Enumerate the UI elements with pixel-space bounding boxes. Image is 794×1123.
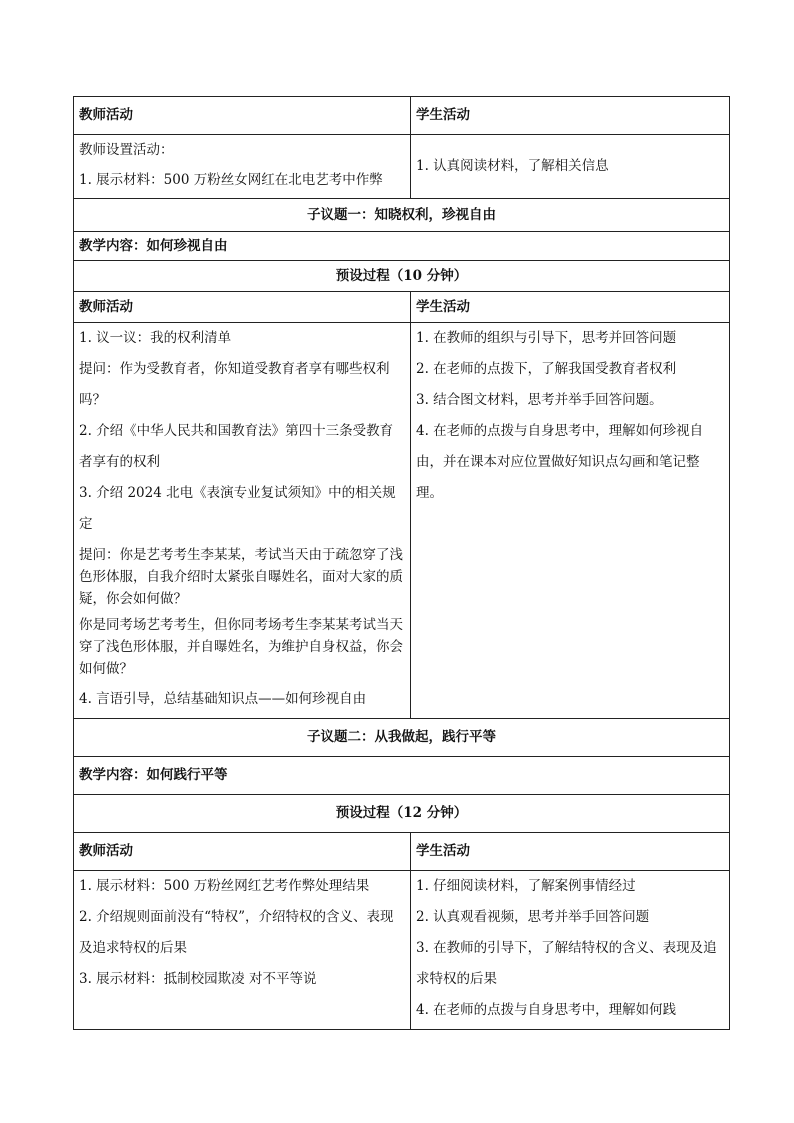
topic2-content: 教学内容：如何践行平等: [74, 757, 730, 795]
topic2-process: 预设过程（12 分钟）: [74, 795, 730, 833]
teacher-activity-header: 教师活动: [74, 292, 411, 323]
student-item: 2. 认真观看视频，思考并举手回答问题: [416, 909, 650, 925]
lesson-plan-table: [73, 96, 730, 1030]
topic1-student-cell: [411, 323, 730, 719]
teacher-item: 1. 议一议：我的权利清单: [79, 330, 232, 346]
topic1-teacher-cell: [74, 323, 411, 719]
teacher-item: 4. 言语引导，总结基础知识点——如何珍视自由: [79, 691, 367, 707]
topic2-process-row: [74, 795, 730, 833]
teacher-item: 提问：作为受教育者，你知道受教育者享有哪些权利吗？: [79, 361, 390, 408]
topic2-header-row: [74, 833, 730, 871]
topic1-process: 预设过程（10 分钟）: [74, 261, 730, 292]
student-item: 2. 在老师的点拨下，了解我国受教育者权利: [416, 361, 677, 377]
student-activity-header: 学生活动: [411, 833, 730, 871]
topic1-activity-row: [74, 323, 730, 719]
teacher-item: 2. 介绍《中华人民共和国教育法》第四十三条受教育者享有的权利: [79, 423, 394, 470]
intro-row: [74, 135, 730, 199]
teacher-item: 提问：你是艺考考生李某某，考试当天由于疏忽穿了浅色形体服，自我介绍时太紧张自曝姓名，面对大家的质疑，你会如何做？: [79, 547, 403, 607]
teacher-item: 3. 展示材料：抵制校园欺凌 对不平等说: [79, 971, 317, 987]
student-item: 1. 仔细阅读材料，了解案例事情经过: [416, 878, 636, 894]
topic1-title-row: [74, 199, 730, 232]
intro-student-line: 1. 认真阅读材料，了解相关信息: [416, 158, 609, 174]
topic2-teacher-cell: [74, 871, 411, 1030]
intro-teacher-line: 1. 展示材料：500 万粉丝女网红在北电艺考中作弊: [79, 172, 383, 188]
student-activity-header: 学生活动: [411, 292, 730, 323]
topic2-title-row: [74, 719, 730, 757]
student-item: 1. 在教师的组织与引导下，思考并回答问题: [416, 330, 677, 346]
topic1-header-row: [74, 292, 730, 323]
topic1-content-row: [74, 232, 730, 261]
teacher-item: 3. 介绍 2024 北电《表演专业复试须知》中的相关规定: [79, 485, 396, 532]
teacher-item: 你是同考场艺考考生，但你同考场考生李某某考试当天穿了浅色形体服，并自曝姓名，为维护自身权益，你会如何做？: [79, 617, 403, 677]
teacher-item: 2. 介绍规则面前没有“特权”，介绍特权的含义、表现及追求特权的后果: [79, 909, 394, 956]
student-item: 4. 在老师的点拨与自身思考中，理解如何珍视自由，并在课本对应位置做好知识点勾画和笔记整理。: [416, 423, 704, 501]
student-item: 4. 在老师的点拨与自身思考中，理解如何践: [416, 1002, 677, 1018]
topic2-content-row: [74, 757, 730, 795]
intro-teacher-line: 教师设置活动：: [79, 142, 174, 158]
teacher-activity-header: 教师活动: [74, 97, 411, 135]
topic2-student-cell: [411, 871, 730, 1030]
intro-teacher-cell: [74, 135, 411, 199]
student-item: 3. 结合图文材料，思考并举手回答问题。: [416, 392, 663, 408]
topic1-content: 教学内容：如何珍视自由: [74, 232, 730, 261]
intro-header-row: [74, 97, 730, 135]
topic1-process-row: [74, 261, 730, 292]
topic2-activity-row: [74, 871, 730, 1030]
teacher-activity-header: 教师活动: [74, 833, 411, 871]
teacher-item: 1. 展示材料：500 万粉丝网红艺考作弊处理结果: [79, 878, 370, 894]
topic2-title: 子议题二：从我做起，践行平等: [74, 719, 730, 757]
topic1-title: 子议题一：知晓权利，珍视自由: [74, 199, 730, 232]
intro-student-cell: [411, 135, 730, 199]
student-item: 3. 在教师的引导下，了解结特权的含义、表现及追求特权的后果: [416, 940, 717, 987]
student-activity-header: 学生活动: [411, 97, 730, 135]
